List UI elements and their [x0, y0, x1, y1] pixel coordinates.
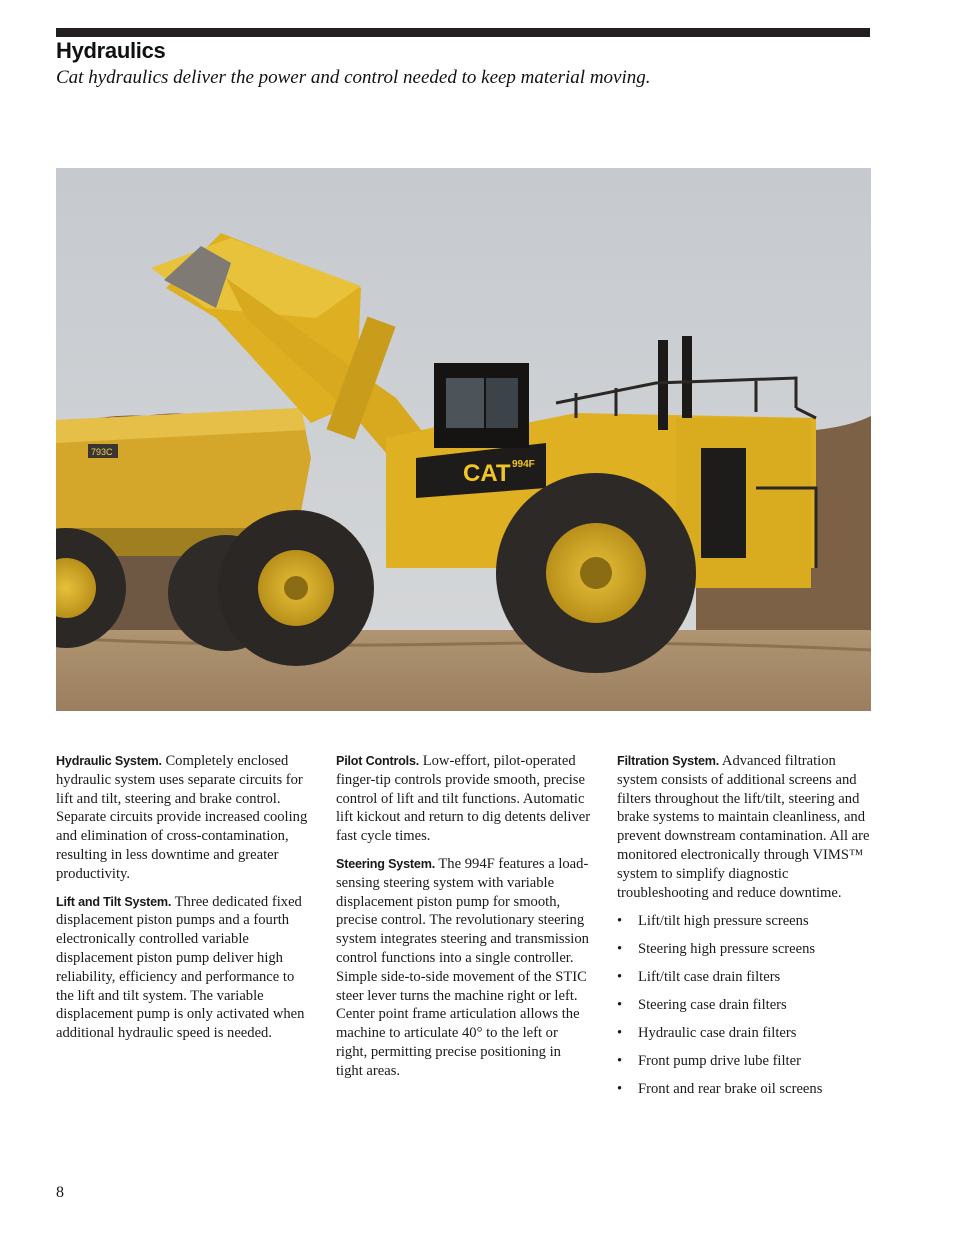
filtration-list	[617, 912, 872, 1099]
pilot-controls-heading: Pilot Controls.	[336, 754, 420, 768]
pilot-controls-paragraph	[336, 752, 591, 846]
wheel-loader-photo	[56, 168, 871, 711]
truck-badge: 793C	[91, 447, 113, 457]
filtration-system-body: Advanced filtration system consists of additional screens and filters throughout the lift/tilt, steering and brake systems to maintain cleanliness, and prevent downstream contamination. All are monitored electronically through VIMS™ system to simplify diagnostic troubleshooting and reduce downtime.	[617, 753, 870, 901]
list-item: • Steering high pressure screens	[617, 940, 872, 959]
column-left	[56, 752, 311, 1052]
filtration-system-heading: Filtration System.	[617, 754, 720, 768]
list-item: • Steering case drain filters	[617, 996, 872, 1015]
list-item: • Front and rear brake oil screens	[617, 1080, 872, 1099]
hydraulic-system-paragraph	[56, 752, 311, 884]
column-middle	[336, 752, 591, 1090]
lift-tilt-system-paragraph	[56, 893, 311, 1043]
list-item: • Front pump drive lube filter	[617, 1052, 872, 1071]
pilot-controls-body: Low-effort, pilot-operated finger-tip controls provide smooth, precise control of lift and tilt functions. Automatic lift kickout and return to dig detents deliver fast cycle times.	[336, 753, 591, 845]
list-item: • Lift/tilt case drain filters	[617, 968, 872, 987]
filtration-system-paragraph	[617, 752, 872, 902]
list-item: • Lift/tilt high pressure screens	[617, 912, 872, 931]
steering-system-body: The 994F features a load-sensing steering system with variable displacement piston pump for smooth, precise control. The revolutionary steering system integrates steering and transmission control functions into a single controller. Simple side-to-side movement of the STIC steer lever turns the machine right or left. Center point frame articulation allows the machine to articulate 40° to the left or right, permitting precise positioning in tight areas.	[336, 855, 589, 1079]
steering-system-paragraph	[336, 855, 591, 1081]
steering-system-heading: Steering System.	[336, 856, 435, 871]
model-badge: 994F	[512, 459, 535, 470]
list-item: • Hydraulic case drain filters	[617, 1024, 872, 1043]
header-rule	[56, 28, 870, 37]
page-number: 8	[56, 1184, 64, 1201]
hydraulic-system-body: Completely enclosed hydraulic system uses separate circuits for lift and tilt, steering and brake control. Separate circuits provide increased cooling and elimination of cross-contamination, resulting in less downtime and greater productivity.	[56, 753, 308, 882]
cat-logo: CAT	[463, 460, 511, 487]
page-title: Hydraulics	[56, 38, 166, 63]
column-right	[617, 752, 872, 1108]
lift-tilt-system-body: Three dedicated fixed displacement piston pumps and a fourth electronically controlled variable displacement piston pump deliver high reliability, efficiency and performance to the lift and tilt system. The variable displacement pump is only activated when additional hydraulic speed is needed.	[56, 893, 305, 1042]
lift-tilt-system-heading: Lift and Tilt System.	[56, 894, 172, 909]
hydraulic-system-heading: Hydraulic System.	[56, 754, 162, 768]
page-subtitle: Cat hydraulics deliver the power and control needed to keep material moving.	[56, 67, 651, 88]
